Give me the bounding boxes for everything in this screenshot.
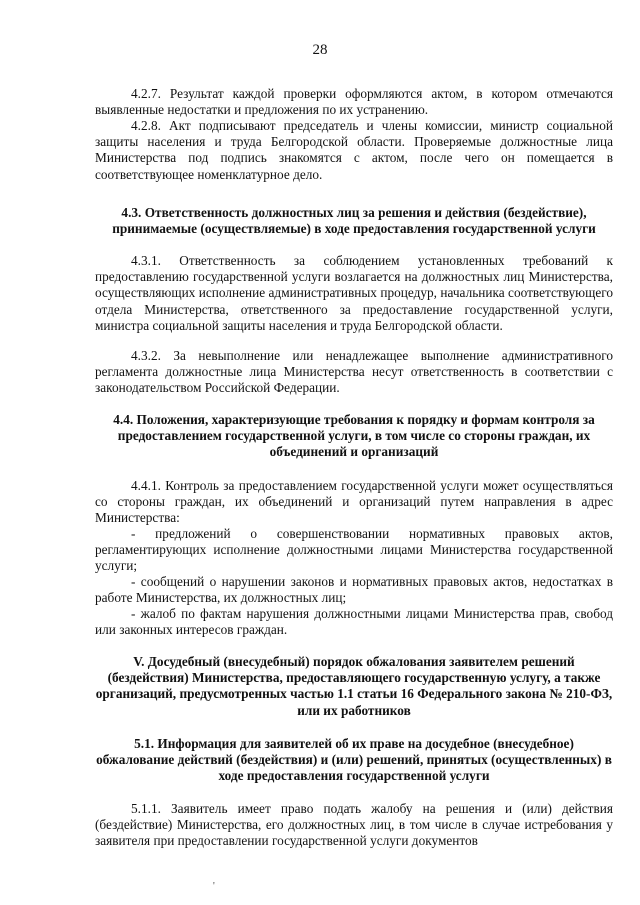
paragraph-4-2-8: 4.2.8. Акт подписывают председатель и члены комиссии, министр социальной защиты населения и труда Белгородской области. Проверяемые должностные лица Министерства под подпись знакомятся с актом, после чего он помещается в соответствующее номенклатурное дело. [95, 118, 613, 182]
paragraph-5-1-1: 5.1.1. Заявитель имеет право подать жалобу на решения и (или) действия (бездействие) Министерства, его должностных лиц, в том числе в случае истребования у заявителя при предоставлении государственной услуги документов [95, 801, 613, 849]
paragraph-4-3-1: 4.3.1. Ответственность за соблюдением установленных требований к предоставлению государственной услуги возлагается на должностных лиц Министерства, осуществляющих исполнение административных процедур, начальника соответствующего отдела Министерства, ответственного за предоставление государственной услуги, министра социальной защиты населения и труда Белгородской области. [95, 253, 613, 333]
section-heading-4-3: 4.3. Ответственность должностных лиц за решения и действия (бездействие), принимаемые (осуществляемые) в ходе предоставления государственной услуги [112, 205, 596, 237]
paragraph-4-2-7: 4.2.7. Результат каждой проверки оформляются актом, в котором отмечаются выявленные недостатки и предложения по их устранению. [95, 86, 613, 118]
section-heading-4-4: 4.4. Положения, характеризующие требования к порядку и формам контроля за предоставлением государственной услуги, в том числе со стороны граждан, их объединений и организаций [113, 412, 595, 460]
scan-mark: ' [213, 881, 215, 892]
section-heading-5-1: 5.1. Информация для заявителей об их праве на досудебное (внесудебное) обжалование действий (бездействия) и (или) решений, принятых (осуществленных) в ходе предоставления государственной услуги [96, 736, 612, 784]
list-item-complaints: - жалоб по фактам нарушения должностными лицами Министерства прав, свобод или законных интересов граждан. [95, 606, 613, 638]
list-item-proposals: - предложений о совершенствовании нормативных правовых актов, регламентирующих исполнение должностными лицами Министерства государственной услуги; [95, 526, 613, 574]
paragraph-4-3-2: 4.3.2. За невыполнение или ненадлежащее выполнение административного регламента должностные лица Министерства несут ответственность в соответствии с законодательством Российской Федерации. [95, 348, 613, 396]
paragraph-4-4-1: 4.4.1. Контроль за предоставлением государственной услуги может осуществляться со стороны граждан, их объединений и организаций путем направления в адрес Министерства: [95, 478, 613, 526]
page-number: 28 [312, 42, 328, 58]
chapter-heading-v: V. Досудебный (внесудебный) порядок обжалования заявителем решений (бездействия) Министерства, предоставляющего государственную услугу, а также организаций, предусмотренных частью 1.1 статьи 16 Федерального закона № 210-ФЗ, или их работников [95, 654, 613, 718]
list-item-reports: - сообщений о нарушении законов и нормативных правовых актов, недостатках в работе Министерства, их должностных лиц; [95, 574, 613, 606]
